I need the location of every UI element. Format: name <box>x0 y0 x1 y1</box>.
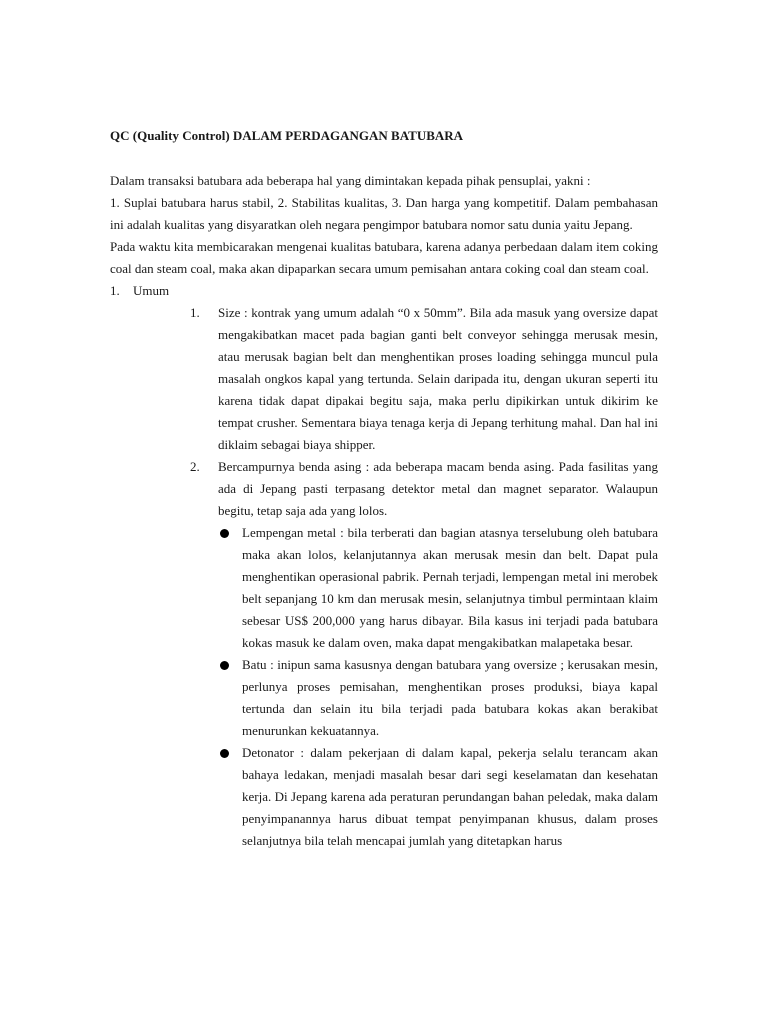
item-text: Size : kontrak yang umum adalah “0 x 50mm”. Bila ada masuk yang oversize dapat mengakibatkan macet pada bagian ganti belt conveyor sehingga merusak mesin, atau merusak bagian belt dan menghentikan proses loading sehingga muncul pula masalah ongkos kapal yang tertunda. Selain daripada itu, dengan ukuran seperti itu karena tidak dapat dipakai begitu saja, maka perlu dipikirkan untuk dikirim ke tempat crusher. Sementara biaya tenaga kerja di Jepang terhitung mahal. Dan hal ini diklaim sebagai biaya shipper. <box>218 305 658 452</box>
intro-paragraph: Dalam transaksi batubara ada beberapa hal yang dimintakan kepada pihak pensuplai, yakni : <box>110 173 591 188</box>
item-number: 1. <box>190 305 200 320</box>
bullet-item-metal-plate <box>110 522 658 654</box>
bullet-dot-icon <box>220 661 229 670</box>
requirements-paragraph: 1. Suplai batubara harus stabil, 2. Stabilitas kualitas, 3. Dan harga yang kompetitif. Dalam pembahasan ini adalah kualitas yang disyaratkan oleh negara pengimpor batubara nomor satu dunia yaitu Jepang. <box>110 195 658 232</box>
numbered-item-size <box>110 302 658 456</box>
section-title: Umum <box>133 283 170 298</box>
coal-types-paragraph: Pada waktu kita membicarakan mengenai kualitas batubara, karena adanya perbedaan dalam item coking coal dan steam coal, maka akan dipaparkan secara umum pemisahan antara coking coal dan steam coal. <box>110 239 658 276</box>
bullet-dot-icon <box>220 749 229 758</box>
bullet-item-detonator <box>110 742 658 852</box>
bullet-text: Batu : inipun sama kasusnya dengan batubara yang oversize ; kerusakan mesin, perlunya proses pemisahan, menghentikan proses produksi, biaya kapal tertunda dan selain itu bila terjadi pada batubara kokas akan berakibat menurunkan kekuatannya. <box>242 657 658 738</box>
bullet-text: Detonator : dalam pekerjaan di dalam kapal, pekerja selalu terancam akan bahaya ledakan, menjadi masalah besar dari segi keselamatan dan kesehatan kerja. Di Jepang karena ada peraturan perundangan bahan peledak, maka dalam penyimpanannya harus dibuat tempat penyimpanan khusus, dalam proses selanjutnya bila telah mencapai jumlah yang ditetapkan harus <box>242 745 658 848</box>
item-text: Bercampurnya benda asing : ada beberapa macam benda asing. Pada fasilitas yang ada di Jepang pasti terpasang detektor metal dan magnet separator. Walaupun begitu, tetap saja ada yang lolos. <box>218 459 658 518</box>
bullet-text: Lempengan metal : bila terberati dan bagian atasnya terselubung oleh batubara maka akan lolos, kelanjutannya akan merusak mesin dan belt. Dapat pula menghentikan operasional pabrik. Pernah terjadi, lempengan metal ini merobek belt sepanjang 10 km dan merusak mesin, selanjutnya timbul permintaan klaim sebesar US$ 200,000 yang harus dibayar. Bila kasus ini terjadi pada batubara kokas masuk ke dalam oven, maka dapat mengakibatkan malapetaka besar. <box>242 525 658 650</box>
document-title: QC (Quality Control) DALAM PERDAGANGAN BATUBARA <box>110 128 464 143</box>
numbered-item-foreign-objects <box>110 456 658 522</box>
bullet-dot-icon <box>220 529 229 538</box>
bullet-item-stone <box>110 654 658 742</box>
item-number: 2. <box>190 459 200 474</box>
document-body <box>110 170 658 852</box>
section-heading <box>110 280 658 302</box>
section-number: 1. <box>110 283 120 298</box>
